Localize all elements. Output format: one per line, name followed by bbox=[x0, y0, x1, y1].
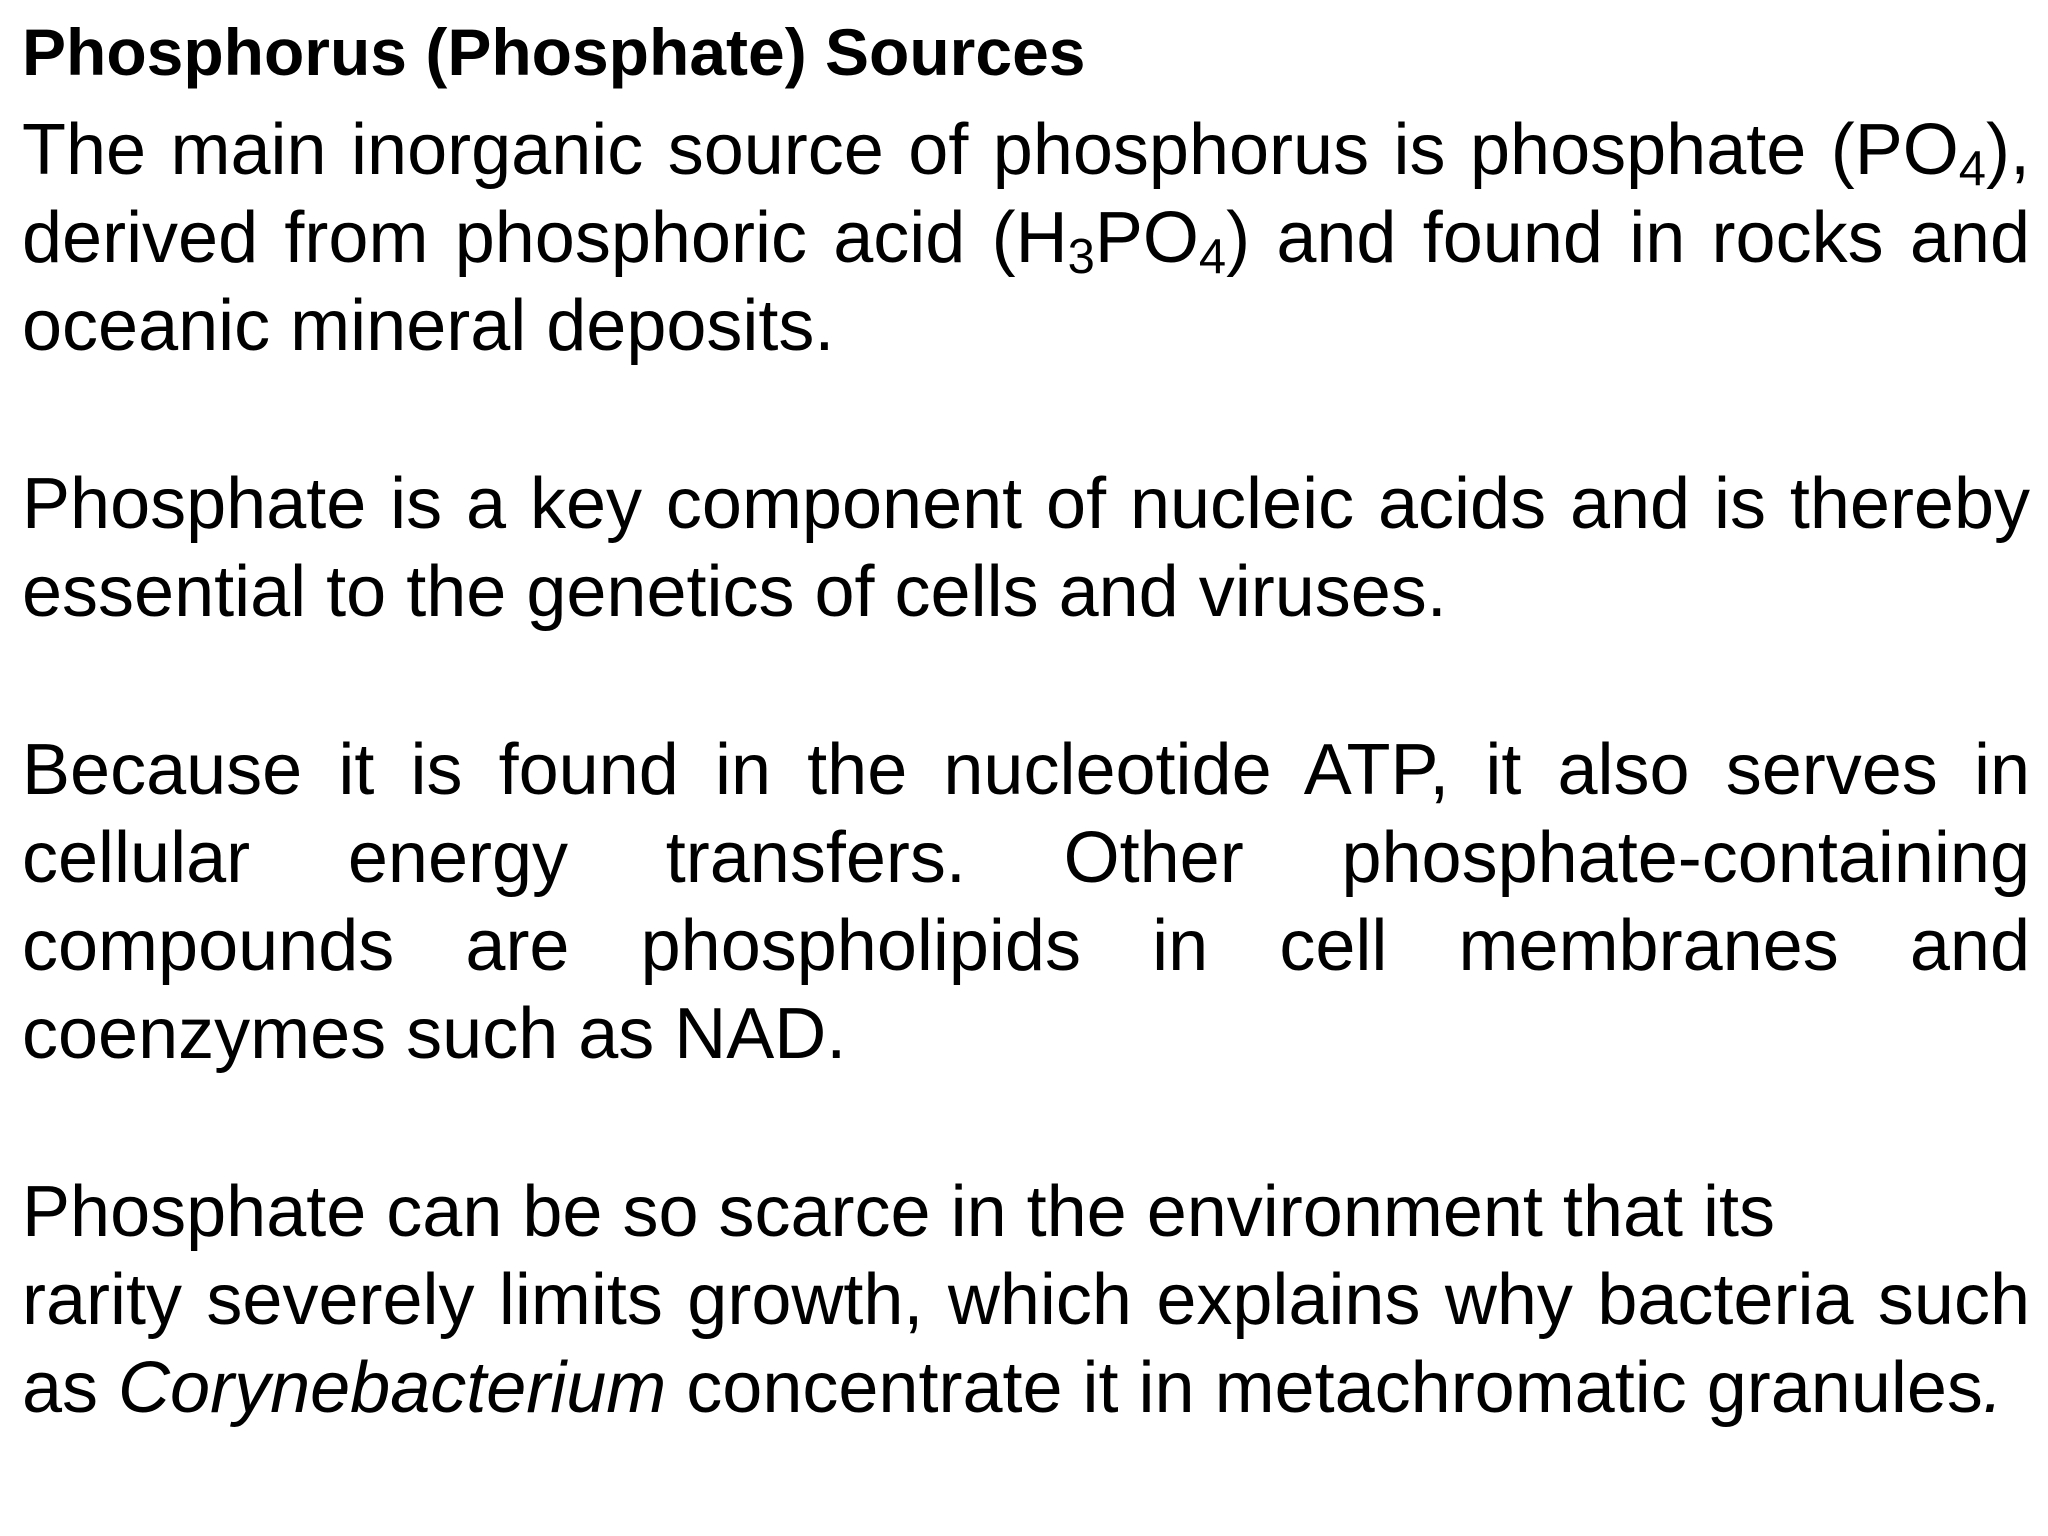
p4-text-2: concentrate it in metachromatic granules bbox=[666, 1348, 1983, 1428]
p1-text-3: PO bbox=[1094, 198, 1199, 278]
slide bbox=[22, 14, 2030, 1432]
p4-italic-period: . bbox=[1982, 1348, 2003, 1428]
p1-subscript-2: 3 bbox=[1067, 229, 1095, 284]
p1-text-2: ), derived from phosphoric acid (H bbox=[22, 110, 2030, 278]
p1-text-1: The main inorganic source of phosphorus is phosphate (PO bbox=[22, 110, 1959, 190]
paragraph-spacer bbox=[22, 636, 2030, 726]
paragraph-spacer bbox=[22, 370, 2030, 460]
paragraph-nucleic-acids: Phosphate is a key component of nucleic acids and is thereby essential to the genetics of cells and viruses. bbox=[22, 464, 2030, 632]
p1-text-4: ) and found in rocks and oceanic mineral deposits. bbox=[22, 198, 2030, 366]
p1-subscript-3: 4 bbox=[1198, 229, 1227, 284]
paragraph-spacer bbox=[22, 1078, 2030, 1168]
paragraph-phosphate-source bbox=[22, 106, 2030, 370]
p4-italic-genus: Corynebacterium bbox=[118, 1348, 667, 1428]
paragraph-atp-energy: Because it is found in the nucleotide ATP, it also serves in cellular energy transfers. Other phosphate-containing compounds are phospholipids in cell membranes and coenzymes such as NAD. bbox=[22, 730, 2030, 1074]
p1-subscript-1: 4 bbox=[1958, 141, 1987, 196]
paragraph-scarcity bbox=[22, 1168, 2030, 1432]
p4-remaining-text bbox=[22, 1256, 2030, 1432]
slide-title: Phosphorus (Phosphate) Sources bbox=[22, 15, 1086, 89]
p4-first-line: Phosphate can be so scarce in the environment that its bbox=[22, 1172, 1776, 1252]
p4-text-1: rarity severely limits growth, which explains why bacteria such as bbox=[22, 1260, 2030, 1428]
